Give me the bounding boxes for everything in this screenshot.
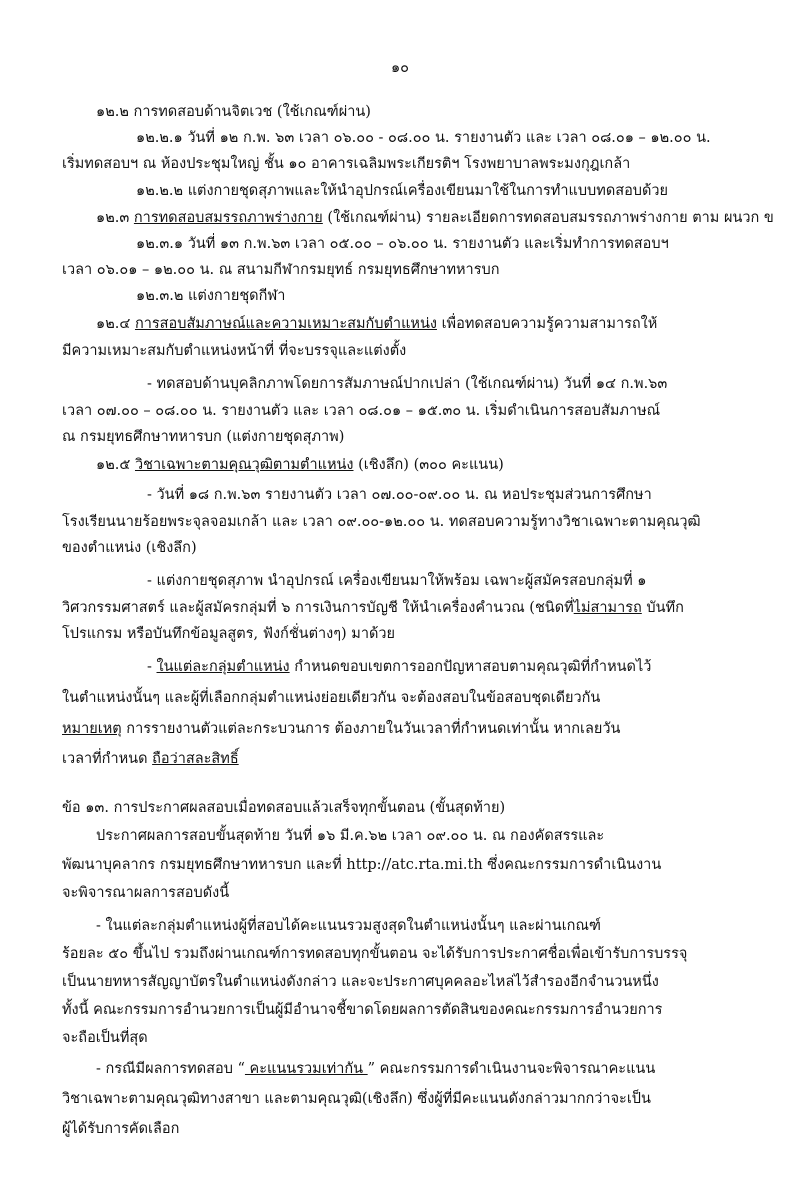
section-12-4-line-4: เวลา ๐๗.๐๐ – ๐๘.๐๐ น. รายงานตัว และ เวลา ๐๘.๐๑ – ๑๕.๓๐ น. เริ่มดำเนินการสอบสัมภาษณ์ (62, 403, 661, 419)
tie-case-term: คะแนนรวมเท่ากัน (244, 1061, 368, 1077)
section-13-line-2: ประกาศผลการสอบขั้นสุดท้าย วันที่ ๑๖ มี.ค.๖๒ เวลา ๐๙.๐๐ น. ณ กองคัดสรรและ (96, 828, 605, 844)
section-12-5-line-5: - แต่งกายชุดสุภาพ นำอุปกรณ์ เครื่องเขียนมาให้พร้อม เฉพาะผู้สมัครสอบกลุ่มที่ ๑ (147, 573, 647, 589)
section-13-heading: ข้อ ๑๓. การประกาศผลสอบเมื่อทดสอบแล้วเสร็จทุกขั้นตอน (ขั้นสุดท้าย) (62, 800, 506, 816)
section-12-2-1-line-1: ๑๒.๒.๑ วันที่ ๑๒ ก.พ. ๖๓ เวลา ๐๖.๐๐ - ๐๘.๐๐ น. รายงานตัว และ เวลา ๐๘.๐๑ – ๑๒.๐๐ น. (136, 130, 711, 146)
section-12-5-number: ๑๒.๕ (96, 457, 131, 473)
bullet-dash: - (147, 659, 152, 675)
section-12-5-detail: (เชิงลึก) (๓๐๐ คะแนน) (358, 457, 504, 473)
section-12-4-number: ๑๒.๔ (96, 316, 131, 332)
remark-deadline: เวลาที่กำหนด (62, 751, 148, 767)
section-12-3-2: ๑๒.๓.๒ แต่งกายชุดกีฬา (136, 288, 286, 304)
section-13-line-8: ทั้งนี้ คณะกรรมการอำนวยการเป็นผู้มีอำนาจชี้ขาดโดยผลการตัดสินของคณะกรรมการอำนวยการ (62, 1002, 663, 1018)
section-12-4-detail: เพื่อทดสอบความรู้ความสามารถให้ (441, 316, 658, 332)
section-12-5-line-4: ของตำแหน่ง (เชิงลึก) (62, 540, 197, 556)
section-12-5-line-9: ในตำแหน่งนั้นๆ และผู้ที่เลือกกลุ่มตำแหน่งย่อยเดียวกัน จะต้องสอบในข้อสอบชุดเดียวกัน (62, 690, 601, 706)
section-12-3-detail: (ใช้เกณฑ์ผ่าน) รายละเอียดการทดสอบสมรรถภาพร่างกาย ตาม ผนวก ข (327, 210, 774, 226)
section-12-5-line-7: โปรแกรม หรือบันทึกข้อมูลสูตร, ฟังก์ชั่นต่างๆ) มาด้วย (62, 626, 396, 642)
section-12-2-heading: ๑๒.๒ การทดสอบด้านจิตเวช (ใช้เกณฑ์ผ่าน) (96, 104, 371, 120)
tie-case-rest: ” คณะกรรมการดำเนินงานจะพิจารณาคะแนน (367, 1061, 656, 1077)
page-number: ๑๐ (390, 60, 410, 76)
section-12-4-line-3: - ทดสอบด้านบุคลิกภาพโดยการสัมภาษณ์ปากเปล่า (ใช้เกณฑ์ผ่าน) วันที่ ๑๔ ก.พ.๖๓ (147, 376, 668, 392)
remark-line-1 (62, 716, 620, 742)
section-12-4-title: การสอบสัมภาษณ์และความเหมาะสมกับตำแหน่ง (134, 316, 437, 332)
section-12-5-line-2: - วันที่ ๑๘ ก.พ.๖๓ รายงานตัว เวลา ๐๗.๐๐-๐๙.๐๐ น. ณ หอประชุมส่วนการศึกษา (147, 487, 652, 503)
scope-label: ในแต่ละกลุ่มตำแหน่ง (156, 659, 290, 675)
calculator-note-emphasis: ไม่สามารถ (573, 600, 642, 616)
calculator-note-tail: บันทึก (646, 600, 684, 616)
section-12-3-1-line-1: ๑๒.๓.๑ วันที่ ๑๓ ก.พ.๖๓ เวลา ๐๕.๐๐ – ๐๖.๐๐ น. รายงานตัว และเริ่มทำการทดสอบฯ (136, 236, 669, 252)
tie-case-intro: - กรณีมีผลการทดสอบ “ (96, 1061, 245, 1077)
section-13-line-4: จะพิจารณาผลการสอบดังนี้ (62, 885, 230, 901)
section-13-line-10 (96, 1056, 655, 1082)
scope-text: กำหนดขอบเขตการออกปัญหาสอบตามคุณวุฒิที่กำหนดไว้ (294, 659, 652, 675)
section-12-3-title: การทดสอบสมรรถภาพร่างกาย (133, 210, 323, 226)
section-13-line-7: เป็นนายทหารสัญญาบัตรในตำแหน่งดังกล่าว และจะประกาศบุคคลอะไหล่ไว้สำรองอีกจำนวนหนึ่ง (62, 974, 659, 990)
section-13-line-9: จะถือเป็นที่สุด (62, 1030, 148, 1046)
remark-line-2 (62, 746, 239, 772)
section-12-3-heading (96, 205, 774, 231)
section-12-3-1-line-2: เวลา ๐๖.๐๑ – ๑๒.๐๐ น. ณ สนามกีฬากรมยุทธ์ กรมยุทธศึกษาทหารบก (62, 262, 500, 278)
remark-text: การรายงานตัวแต่ละกระบวนการ ต้องภายในวันเวลาที่กำหนดเท่านั้น หากเลยวัน (121, 721, 621, 737)
section-13-line-3: พัฒนาบุคลากร กรมยุทธศึกษาทหารบก และที่ http://atc.rta.mi.th ซึ่งคณะกรรมการดำเนินงาน (62, 857, 662, 873)
section-13-line-12: ผู้ได้รับการคัดเลือก (62, 1121, 180, 1137)
remark-label: หมายเหตุ (62, 721, 122, 737)
section-13-line-5: - ในแต่ละกลุ่มตำแหน่งผู้ที่สอบได้คะแนนรวมสูงสุดในตำแหน่งนั้นๆ และผ่านเกณฑ์ (96, 918, 601, 934)
section-12-5-line-3: โรงเรียนนายร้อยพระจุลจอมเกล้า และ เวลา ๐๙.๐๐-๑๒.๐๐ น. ทดสอบความรู้ทางวิชาเฉพาะตามคุณวุฒิ (62, 514, 701, 530)
section-12-4-heading (96, 311, 657, 337)
section-12-4-line-5: ณ กรมยุทธศึกษาทหารบก (แต่งกายชุดสุภาพ) (62, 429, 345, 445)
section-12-3-number: ๑๒.๓ (96, 210, 130, 226)
section-12-2-1-line-2: เริ่มทดสอบฯ ณ ห้องประชุมใหญ่ ชั้น ๑๐ อาคารเฉลิมพระเกียรติฯ โรงพยาบาลพระมงกุฎเกล้า (62, 156, 631, 172)
section-12-5-title: วิชาเฉพาะตามคุณวุฒิตามตำแหน่ง (134, 457, 354, 473)
section-12-4-line-2: มีความเหมาะสมกับตำแหน่งหน้าที่ ที่จะบรรจุและแต่งตั้ง (62, 343, 407, 359)
section-13-line-6: ร้อยละ ๕๐ ขึ้นไป รวมถึงผ่านเกณฑ์การทดสอบทุกขั้นตอน จะได้รับการประกาศชื่อเพื่อเข้ารับการบรรจุ (62, 946, 688, 962)
section-12-5-line-8 (147, 654, 651, 680)
section-12-5-line-6 (62, 595, 684, 621)
section-13-line-11: วิชาเฉพาะตามคุณวุฒิทางสาขา และตามคุณวุฒิ(เชิงลึก) ซึ่งผู้ที่มีคะแนนดังกล่าวมากกว่าจะเป็น (62, 1091, 651, 1107)
calculator-note-text: วิศวกรรมศาสตร์ และผู้สมัครกลุ่มที่ ๖ การเงินการบัญชี ให้นำเครื่องคำนวณ (ชนิดที่ (62, 600, 574, 616)
section-12-5-heading (96, 452, 504, 478)
remark-forfeit: ถือว่าสละสิทธิ์ (152, 751, 239, 767)
section-12-2-2: ๑๒.๒.๒ แต่งกายชุดสุภาพและให้นำอุปกรณ์เครื่องเขียนมาใช้ในการทำแบบทดสอบด้วย (136, 183, 669, 199)
